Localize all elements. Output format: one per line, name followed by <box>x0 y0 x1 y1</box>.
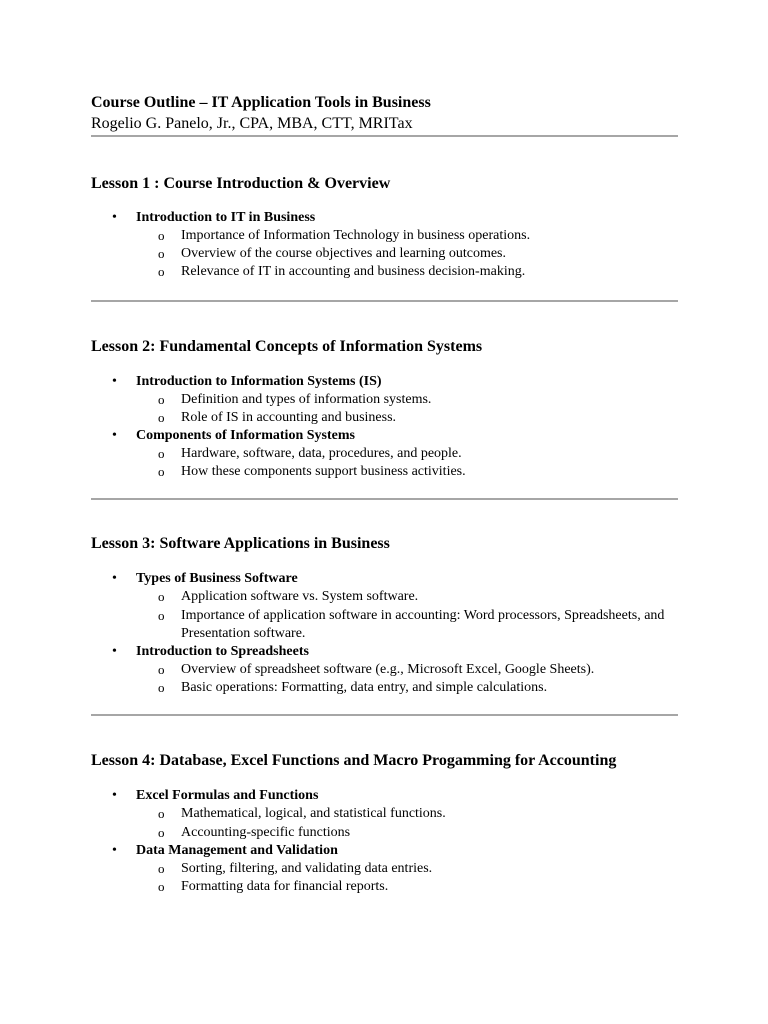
sub-bullet-marker: o <box>158 879 165 895</box>
lesson-2-topics <box>91 373 678 482</box>
bullet-marker: • <box>112 842 117 858</box>
point-text: Application software vs. System software. <box>181 589 419 605</box>
sub-bullet-marker: o <box>158 446 165 462</box>
sub-bullet-marker: o <box>158 264 165 280</box>
topic-heading: Introduction to Information Systems (IS) <box>136 373 382 389</box>
bullet-marker: • <box>112 644 117 660</box>
document-page <box>91 92 678 896</box>
list-item <box>91 427 678 481</box>
list-item <box>91 842 678 896</box>
sub-bullet-marker: o <box>158 824 165 840</box>
list-item <box>136 661 678 679</box>
topic-heading: Data Management and Validation <box>136 842 338 858</box>
list-item <box>136 391 678 409</box>
point-text: Importance of application software in accounting: Word processors, Spreadsheets, and Presentation software. <box>181 607 665 641</box>
list-item <box>91 570 678 643</box>
sub-list <box>136 445 678 481</box>
list-item <box>91 787 678 841</box>
list-item <box>136 409 678 427</box>
document-author: Rogelio G. Panelo, Jr., CPA, MBA, CTT, MRITax <box>91 115 413 132</box>
point-text: Formatting data for financial reports. <box>181 879 389 895</box>
sub-bullet-marker: o <box>158 228 165 243</box>
sub-bullet-marker: o <box>158 607 165 623</box>
point-text: Importance of Information Technology in business operations. <box>181 228 531 243</box>
sub-list <box>136 391 678 427</box>
point-text: Accounting-specific functions <box>181 824 351 840</box>
bullet-marker: • <box>112 571 117 587</box>
lesson-3-title: Lesson 3: Software Applications in Business <box>91 535 390 553</box>
topic-heading: Excel Formulas and Functions <box>136 788 319 804</box>
lesson-2-title: Lesson 2: Fundamental Concepts of Information Systems <box>91 337 483 355</box>
list-item <box>136 263 678 281</box>
sub-bullet-marker: o <box>158 589 165 605</box>
bullet-marker: • <box>112 210 117 225</box>
lesson-3-topics <box>91 570 678 697</box>
list-item <box>136 588 678 606</box>
list-item <box>136 445 678 463</box>
sub-bullet-marker: o <box>158 662 165 678</box>
list-item <box>136 805 678 823</box>
point-text: Basic operations: Formatting, data entry, and simple calculations. <box>181 680 548 696</box>
list-item <box>136 824 678 842</box>
sub-bullet-marker: o <box>158 246 165 262</box>
sub-list <box>136 227 678 282</box>
list-item <box>136 878 678 896</box>
list-item <box>91 209 678 282</box>
sub-bullet-marker: o <box>158 860 165 876</box>
document-title: Course Outline – IT Application Tools in Business <box>91 94 431 111</box>
lesson-1-topics <box>91 209 678 282</box>
sub-list <box>136 860 678 896</box>
point-text: How these components support business activities. <box>181 464 466 480</box>
bullet-marker: • <box>112 788 117 804</box>
sub-list <box>136 588 678 643</box>
lesson-4-title: Lesson 4: Database, Excel Functions and Macro Progamming for Accounting <box>91 752 617 770</box>
list-item <box>136 463 678 481</box>
lesson-4-topics <box>91 787 678 896</box>
lesson-1-section <box>91 137 678 302</box>
lesson-2-section <box>91 302 678 501</box>
point-text: Overview of spreadsheet software (e.g., Microsoft Excel, Google Sheets). <box>181 662 595 678</box>
list-item <box>136 607 678 643</box>
sub-bullet-marker: o <box>158 806 165 822</box>
sub-list <box>136 661 678 697</box>
point-text: Overview of the course objectives and learning outcomes. <box>181 246 507 262</box>
sub-bullet-marker: o <box>158 391 165 407</box>
list-item <box>136 245 678 263</box>
list-item <box>91 643 678 697</box>
lesson-1-title: Lesson 1 : Course Introduction & Overview <box>91 175 391 192</box>
lesson-3-section <box>91 500 678 716</box>
point-text: Sorting, filtering, and validating data entries. <box>181 860 433 876</box>
sub-bullet-marker: o <box>158 464 165 480</box>
list-item <box>136 227 678 245</box>
sub-list <box>136 805 678 841</box>
list-item <box>136 860 678 878</box>
list-item <box>91 373 678 427</box>
topic-heading: Components of Information Systems <box>136 428 355 444</box>
point-text: Hardware, software, data, procedures, and people. <box>181 446 462 462</box>
list-item <box>136 679 678 697</box>
sub-bullet-marker: o <box>158 680 165 696</box>
point-text: Role of IS in accounting and business. <box>181 409 397 425</box>
bullet-marker: • <box>112 373 117 389</box>
point-text: Definition and types of information systems. <box>181 391 432 407</box>
point-text: Mathematical, logical, and statistical functions. <box>181 806 446 822</box>
lesson-4-section <box>91 716 678 896</box>
topic-heading: Types of Business Software <box>136 571 298 587</box>
sub-bullet-marker: o <box>158 409 165 425</box>
point-text: Relevance of IT in accounting and business decision-making. <box>181 264 526 280</box>
topic-heading: Introduction to Spreadsheets <box>136 644 309 660</box>
bullet-marker: • <box>112 428 117 444</box>
topic-heading: Introduction to IT in Business <box>136 210 316 225</box>
